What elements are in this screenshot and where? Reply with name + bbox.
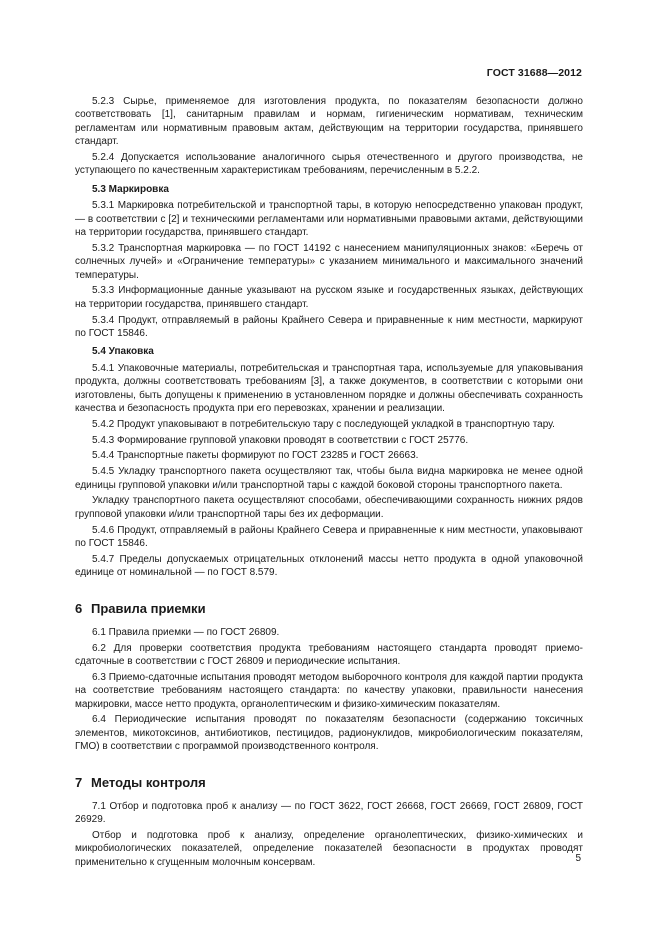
paragraph-6-3: 6.3 Приемо-сдаточные испытания проводят методом выборочного контроля для каждой партии продукта на соответствие требованиям настоящего стандарта: по качеству упаковки, правильности нанесения маркировки, массе нетто продукта, органолептическим и физико-химическим показателям. [75,671,583,710]
section-7-title: Методы контроля [91,774,206,790]
document-body [75,95,583,871]
paragraph-5-4-5-cont: Укладку транспортного пакета осуществляют способами, обеспечивающими сохранность нижних рядов групповой упаковки и/или транспортной тары без их деформации. [75,495,583,520]
paragraph-5-3-2: 5.3.2 Транспортная маркировка — по ГОСТ 14192 с нанесением манипуляционных знаков: «Беречь от солнечных лучей» и «Ограничение температуры» с указанием минимального и максимального значений температуры. [75,242,583,281]
paragraph-5-4-6: 5.4.6 Продукт, отправляемый в районы Крайнего Севера и приравненные к ним местности, упаковывают по ГОСТ 15846. [75,524,583,550]
paragraph-7-1-cont: Отбор и подготовка проб к анализу, определение органолептических, физико-химических и микробиологических показателей, определение показателей безопасности в продуктах проводят применительно к сгущенным молочным консервам. [75,829,583,868]
section-6-number: 6 [75,600,83,616]
paragraph-5-4-2: 5.4.2 Продукт упаковывают в потребительскую тару с последующей укладкой в транспортную тару. [92,418,555,430]
page-number: 5 [575,853,581,864]
paragraph-6-2: 6.2 Для проверки соответствия продукта требованиям настоящего стандарта проводят приемо-сдаточные в соответствии с ГОСТ 26809 и периодические испытания. [75,642,583,667]
paragraph-6-4: 6.4 Периодические испытания проводят по показателям безопасности (содержанию токсичных элементов, микотоксинов, антибиотиков, пестицидов, радионуклидов, микробиологическим показателям, ГМО) в соответствии с программой производственного контроля. [75,714,583,753]
paragraph-5-4-7: 5.4.7 Пределы допускаемых отрицательных отклонений массы нетто продукта в одной упаковочной единице от номинальной — по ГОСТ 8.579. [75,553,583,579]
paragraph-7-1: 7.1 Отбор и подготовка проб к анализу — по ГОСТ 3622, ГОСТ 26668, ГОСТ 26669, ГОСТ 26809, ГОСТ 26929. [75,800,583,825]
section-7-heading [75,775,583,791]
paragraph-5-2-3: 5.2.3 Сырье, применяемое для изготовления продукта, по показателям безопасности должно соответствовать [1], санитарным правилам и нормам, гигиеническим нормативам, техническим регламентам или нормативным правовым актам, действующим на территории государства, принявшего стандарт. [75,96,583,148]
paragraph-5-3-1: 5.3.1 Маркировка потребительской и транспортной тары, в которую непосредственно упакован продукт, — в соответствии с [2] и техническими регламентами или нормативными правовыми актами, действующими на территории государства, принявшего стандарт. [75,200,583,239]
document-number-header: ГОСТ 31688—2012 [486,67,582,79]
section-5-4-title: 5.4 Упаковка [92,346,154,358]
paragraph-5-4-4: 5.4.4 Транспортные пакеты формируют по ГОСТ 23285 и ГОСТ 26663. [92,450,419,462]
paragraph-5-4-5: 5.4.5 Укладку транспортного пакета осуществляют так, чтобы была видна маркировка не менее одной единицы групповой упаковки и/или транспортной тары с каждой боковой стороны транспортного пакета. [75,466,583,491]
section-6-heading [75,601,583,617]
section-5-3-title: 5.3 Маркировка [92,183,169,195]
section-6-title: Правила приемки [91,600,206,616]
paragraph-5-2-4: 5.2.4 Допускается использование аналогичного сырья отечественного и другого производства, не уступающего по качественным характеристикам требованиям, перечисленным в 5.2.2. [75,152,583,177]
section-7-number: 7 [75,774,83,790]
paragraph-6-1: 6.1 Правила приемки — по ГОСТ 26809. [92,626,280,638]
paragraph-5-4-3: 5.4.3 Формирование групповой упаковки проводят в соответствии с ГОСТ 25776. [92,434,469,446]
paragraph-5-3-4: 5.3.4 Продукт, отправляемый в районы Крайнего Севера и приравненные к ним местности, маркируют по ГОСТ 15846. [75,314,583,340]
paragraph-5-3-3: 5.3.3 Информационные данные указывают на русском языке и государственных языках, действующих на территории государства, принявшего стандарт. [75,285,583,310]
paragraph-5-4-1: 5.4.1 Упаковочные материалы, потребительская и транспортная тара, используемые для упаковывания продукта, должны соответствовать требованиям [3], а также документов, в соответствии с которыми они изготовлены, быть допущены к применению в установленном порядке и должны обеспечивать сохранность качества и безопасность продукта при его перевозках, хранении и реализации. [75,362,583,415]
